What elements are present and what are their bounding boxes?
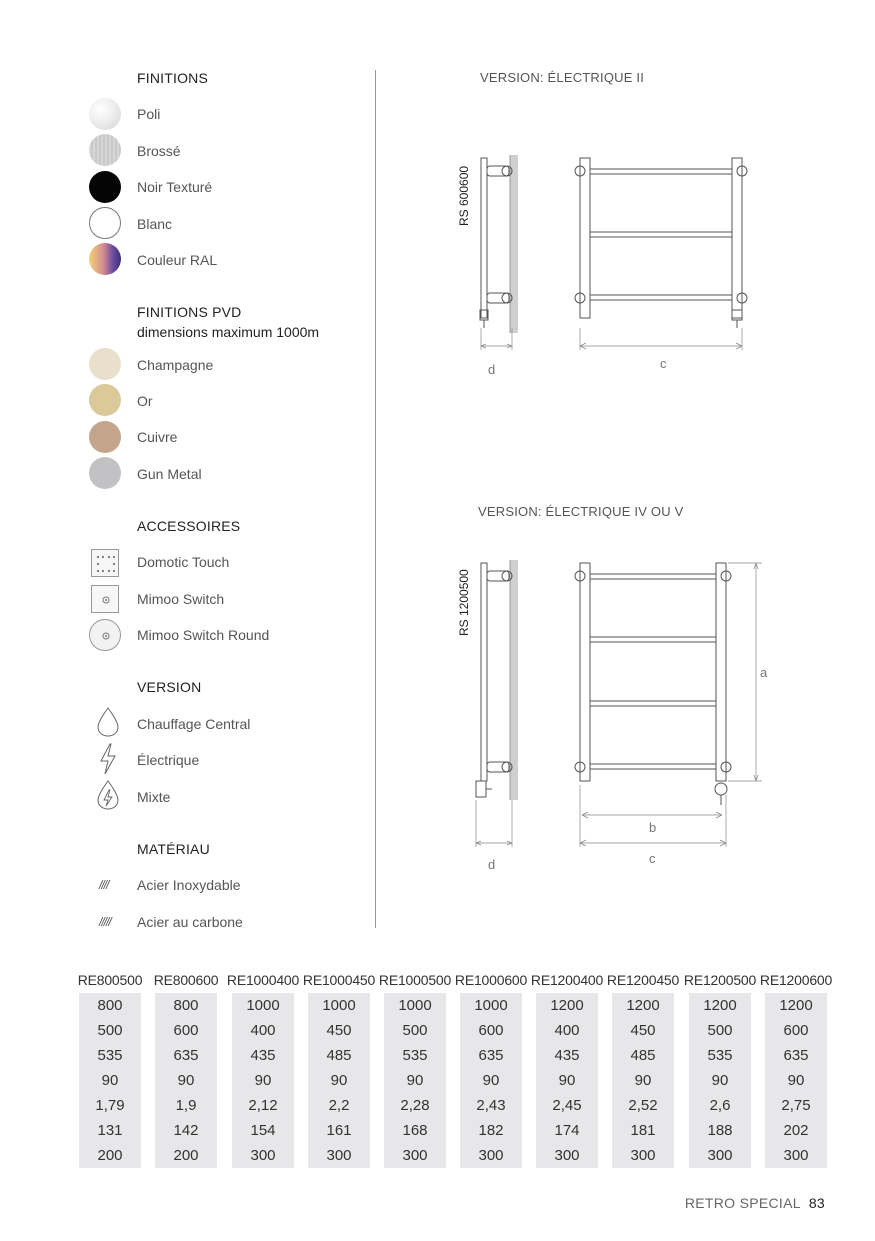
page-footer: [685, 1195, 825, 1211]
table-cell: 300: [402, 1147, 428, 1164]
table-cell: 2,6: [709, 1097, 731, 1114]
table-cell: 500: [402, 1022, 428, 1039]
finitions-heading: FINITIONS: [137, 70, 209, 86]
table-cell: 181: [630, 1122, 656, 1139]
table-cell: 90: [101, 1072, 119, 1089]
table-cell: 1200: [779, 997, 813, 1014]
table-cell: 435: [554, 1047, 580, 1064]
table-cell: 1000: [398, 997, 432, 1014]
table-column-header: RE1200400: [530, 972, 604, 988]
accessoires-heading: ACCESSOIRES: [137, 518, 241, 534]
noir-swatch: [89, 171, 121, 203]
table-cell: 2,43: [476, 1097, 506, 1114]
table-cell: 485: [326, 1047, 352, 1064]
table-cell: 90: [254, 1072, 272, 1089]
table-cell: 300: [707, 1147, 733, 1164]
table-cell: 2,45: [552, 1097, 582, 1114]
table-cell: 485: [630, 1047, 656, 1064]
table-cell: 90: [711, 1072, 729, 1089]
finitions-pvd-heading: FINITIONS PVD: [137, 304, 242, 320]
table-cell: 154: [250, 1122, 276, 1139]
finition-label-poli: Poli: [137, 106, 161, 122]
table-cell: 174: [554, 1122, 580, 1139]
table-cell: 131: [97, 1122, 123, 1139]
pvd-label-or: Or: [137, 393, 153, 409]
mimoo-switch-icon: [91, 585, 119, 613]
carbone-hatch-icon: /////: [99, 915, 111, 929]
table-cell: 90: [634, 1072, 652, 1089]
cuivre-swatch: [89, 421, 121, 453]
drop-lightning-icon: [95, 779, 121, 811]
table-cell: 90: [558, 1072, 576, 1089]
table-cell: 188: [707, 1122, 733, 1139]
pvd-label-gun-metal: Gun Metal: [137, 466, 202, 482]
table-cell: 90: [406, 1072, 424, 1089]
table-cell: 90: [482, 1072, 500, 1089]
finition-label-ral: Couleur RAL: [137, 252, 218, 268]
diagram2-title: VERSION: ÉLECTRIQUE IV OU V: [478, 504, 684, 519]
table-cell: 800: [97, 997, 123, 1014]
table-column-header: RE800500: [77, 972, 143, 988]
table-cell: 90: [330, 1072, 348, 1089]
table-cell: 1,79: [95, 1097, 125, 1114]
accessoire-label-mimoo-round: Mimoo Switch Round: [137, 627, 270, 643]
diagram2-model-label: RS 1200500: [457, 569, 471, 636]
table-cell: 635: [783, 1047, 809, 1064]
version-label-electrique: Électrique: [137, 752, 200, 768]
mimoo-switch-round-icon: [89, 619, 121, 651]
or-swatch: [89, 384, 121, 416]
finitions-pvd-subheading: dimensions maximum 1000m: [137, 324, 320, 340]
brosse-swatch: [89, 134, 121, 166]
finition-label-noir: Noir Texturé: [137, 179, 213, 195]
pvd-label-cuivre: Cuivre: [137, 429, 178, 445]
table-cell: 90: [787, 1072, 805, 1089]
table-cell: 450: [326, 1022, 352, 1039]
diagram1-model-label: RS 600600: [457, 165, 471, 226]
version-label-mixte: Mixte: [137, 789, 171, 805]
materiau-label-carbone: Acier au carbone: [137, 914, 243, 930]
table-column-header: RE1200500: [683, 972, 757, 988]
table-cell: 300: [630, 1147, 656, 1164]
poli-swatch: [89, 98, 121, 130]
table-cell: 2,2: [328, 1097, 350, 1114]
table-cell: 1000: [474, 997, 508, 1014]
table-cell: 2,28: [400, 1097, 430, 1114]
table-column-header: RE1000400: [226, 972, 300, 988]
domotic-touch-icon: [91, 549, 119, 577]
diagram2-dim-d: d: [488, 857, 496, 872]
diagram2-dim-c: c: [649, 851, 656, 866]
diagram1-dim-d: d: [488, 362, 496, 377]
table-cell: 300: [478, 1147, 504, 1164]
table-cell: 1200: [550, 997, 584, 1014]
table-column-header: RE1000600: [454, 972, 528, 988]
table-cell: 800: [173, 997, 199, 1014]
diagram1-dim-c: c: [660, 356, 667, 371]
diagram1-title: VERSION: ÉLECTRIQUE II: [480, 70, 645, 85]
table-cell: 182: [478, 1122, 504, 1139]
table-cell: 1200: [703, 997, 737, 1014]
table-cell: 1200: [626, 997, 660, 1014]
table-cell: 450: [630, 1022, 656, 1039]
table-cell: 300: [326, 1147, 352, 1164]
table-cell: 2,12: [248, 1097, 278, 1114]
table-cell: 500: [97, 1022, 123, 1039]
diagram1-drawing: [470, 150, 760, 360]
table-cell: 168: [402, 1122, 428, 1139]
table-column-header: RE1000500: [378, 972, 452, 988]
table-cell: 300: [783, 1147, 809, 1164]
table-cell: 635: [173, 1047, 199, 1064]
blanc-swatch: [89, 207, 121, 239]
table-cell: 2,52: [628, 1097, 658, 1114]
inox-hatch-icon: ////: [99, 878, 109, 892]
table-cell: 300: [250, 1147, 276, 1164]
table-cell: 300: [554, 1147, 580, 1164]
table-cell: 635: [478, 1047, 504, 1064]
lightning-icon: [97, 742, 119, 776]
table-cell: 400: [554, 1022, 580, 1039]
accessoire-label-mimoo: Mimoo Switch: [137, 591, 225, 607]
diagram2-dim-b: b: [649, 820, 657, 835]
ral-swatch: [89, 243, 121, 275]
page-number: 83: [808, 1195, 825, 1211]
table-column-header: RE1000450: [302, 972, 376, 988]
table-cell: 600: [783, 1022, 809, 1039]
finition-label-blanc: Blanc: [137, 216, 173, 232]
table-cell: 200: [173, 1147, 199, 1164]
table-cell: 535: [707, 1047, 733, 1064]
table-column-header: RE800600: [153, 972, 219, 988]
footer-section-name: RETRO SPECIAL: [684, 1195, 801, 1211]
diagram2-drawing: [470, 555, 770, 855]
table-cell: 142: [173, 1122, 199, 1139]
column-divider: [375, 70, 376, 928]
table-cell: 435: [250, 1047, 276, 1064]
table-cell: 200: [97, 1147, 123, 1164]
table-cell: 400: [250, 1022, 276, 1039]
drop-icon: [95, 706, 121, 738]
table-column-header: RE1200450: [606, 972, 680, 988]
table-cell: 2,75: [781, 1097, 811, 1114]
champagne-swatch: [89, 348, 121, 380]
finition-label-brosse: Brossé: [137, 143, 181, 159]
table-cell: 90: [177, 1072, 195, 1089]
table-cell: 1000: [322, 997, 356, 1014]
pvd-label-champagne: Champagne: [137, 357, 214, 373]
accessoire-label-domotic: Domotic Touch: [137, 554, 230, 570]
table-cell: 202: [783, 1122, 809, 1139]
table-cell: 161: [326, 1122, 352, 1139]
table-cell: 600: [478, 1022, 504, 1039]
table-cell: 1000: [246, 997, 280, 1014]
table-cell: 535: [97, 1047, 123, 1064]
table-cell: 500: [707, 1022, 733, 1039]
version-heading: VERSION: [137, 679, 202, 695]
table-cell: 1,9: [175, 1097, 197, 1114]
materiau-heading: MATÉRIAU: [137, 841, 210, 857]
diagram2-dim-a: a: [760, 665, 768, 680]
table-cell: 600: [173, 1022, 199, 1039]
table-cell: 535: [402, 1047, 428, 1064]
version-label-central: Chauffage Central: [137, 716, 251, 732]
materiau-label-inox: Acier Inoxydable: [137, 877, 241, 893]
table-column-header: RE1200600: [759, 972, 833, 988]
gun-metal-swatch: [89, 457, 121, 489]
